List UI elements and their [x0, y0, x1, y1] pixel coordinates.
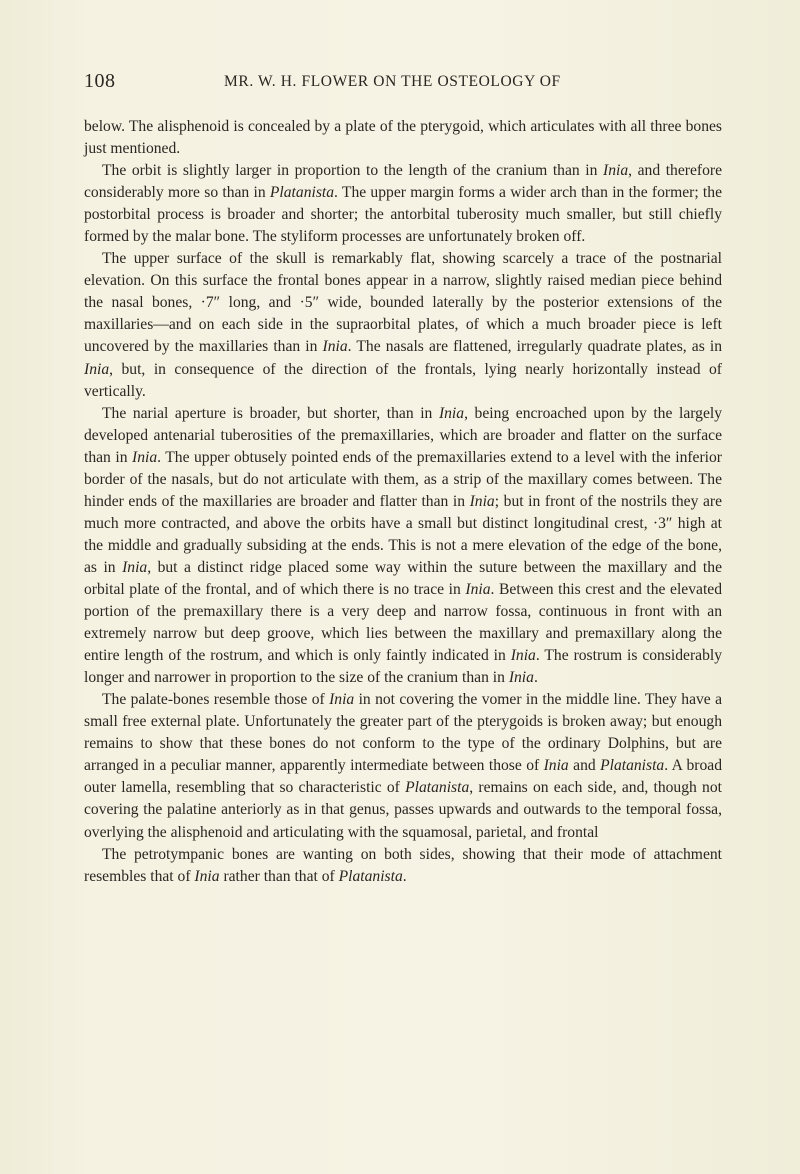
- genus-name: Inia: [84, 360, 110, 378]
- genus-name: Inia: [469, 492, 495, 510]
- paragraph-orbit: [84, 160, 722, 248]
- genus-name: Inia: [438, 404, 465, 422]
- genus-name: Inia: [132, 448, 158, 466]
- paragraph-continued: [84, 116, 722, 160]
- text-run: , remains on each side, and, though not covering the palatine anteriorly as in that genus, passes upwards and outwards to the temporal fossa, overlying the alisphenoid and articulating with the squamosal, parietal, and frontal: [84, 779, 722, 841]
- text-run: .: [533, 669, 538, 687]
- genus-name: Platanista: [405, 779, 470, 797]
- paragraph-text: below. The alisphenoid is concealed by a plate of the pterygoid, which articulates with all three bones just mentioned.: [84, 118, 722, 158]
- paragraph-petrotympanic: [84, 844, 722, 888]
- text-run: . The upper obtusely pointed ends of the premaxillaries extend to a level with the inferior border of the nasals, but do not articulate with them, as a strip of the maxillary comes between. The hinder ends of the maxillaries are broader and flatter than in: [84, 448, 722, 510]
- text-run: rather than that of: [219, 867, 339, 885]
- text-run: The orbit is slightly larger in proportion to the length of the cranium than in: [102, 162, 604, 180]
- genus-name: Platanista: [338, 867, 403, 885]
- text-run: ; but in front of the nostrils they are much more contracted, and above the orbits have a small but distinct longitudinal crest, ·3″ high at the middle and gradually subsiding at the ends. This is not a mere elevation of the edge of the bone, as in: [84, 492, 722, 576]
- text-run: , but, in consequence of the direction of the frontals, lying nearly horizontally instead of vertically.: [84, 360, 722, 400]
- text-run: . Between this crest and the elevated portion of the premaxillary there is a very deep and narrow fossa, continuous in front with an extremely narrow but deep groove, which lies between the maxillary and premaxillary along the entire length of the rostrum, and which is only faintly indicated in: [84, 580, 722, 665]
- text-run: . The nasals are flattened, irregularly quadrate plates, as in: [347, 338, 723, 356]
- text-run: . The rostrum is considerably longer and narrower in proportion to the size of the cranium than in: [84, 647, 722, 687]
- page-number: 108: [84, 70, 116, 92]
- text-run: . The upper margin forms a wider arch than in the former; the postorbital process is broader and shorter; the antorbital tuberosity much smaller, but still chiefly formed by the malar bone. The styliform processes are unfortunately broken off.: [84, 184, 722, 246]
- genus-name: Inia: [510, 647, 536, 665]
- genus-name: Inia: [465, 580, 491, 598]
- text-run: .: [402, 867, 407, 885]
- genus-name: Inia: [603, 162, 629, 180]
- text-run: , but a distinct ridge placed some way within the suture between the maxillary and the orbital plate of the frontal, and of which there is no trace in: [84, 558, 722, 598]
- text-run: . A broad outer lamella, resembling that so characteristic of: [84, 757, 722, 797]
- text-run: , and therefore considerably more so than in: [84, 162, 722, 202]
- running-head: MR. W. H. FLOWER ON THE OSTEOLOGY OF: [224, 73, 561, 90]
- genus-name: Inia: [322, 338, 348, 356]
- text-run: The petrotympanic bones are wanting on both sides, showing that their mode of attachment resembles that of: [84, 845, 722, 885]
- genus-name: Inia: [122, 558, 148, 576]
- genus-name: Inia: [329, 691, 355, 709]
- text-run: and: [568, 757, 601, 775]
- genus-name: Platanista: [600, 757, 665, 775]
- genus-name: Inia: [543, 757, 569, 775]
- paragraph-narial-aperture: [84, 403, 722, 690]
- paragraph-upper-surface: [84, 248, 722, 402]
- text-run: The upper surface of the skull is remarkably flat, showing scarcely a trace of the postnarial elevation. On this surface the frontal bones appear in a narrow, slightly raised median piece behind the nasal bones, ·7″ long, and ·5″ wide, bounded laterally by the posterior extensions of the maxillaries—and on each side in the supraorbital plates, of which a much broader piece is left uncovered by the maxillaries than in: [84, 250, 722, 356]
- body-text: [84, 116, 722, 888]
- text-run: The palate-bones resemble those of: [102, 691, 330, 709]
- genus-name: Platanista: [269, 184, 335, 202]
- genus-name: Inia: [194, 867, 220, 885]
- text-run: in not covering the vomer in the middle line. They have a small free external plate. Unfortunately the greater part of the pterygoids is broken away; but enough remains to show that these bones do not conform to the type of the ordinary Dolphins, but are arranged in a peculiar manner, apparently intermediate between those of: [84, 691, 722, 775]
- text-run: , being encroached upon by the largely developed antenarial tuberosities of the premaxillaries, which are broader and flatter on the surface than in: [84, 404, 722, 466]
- page-header: [84, 70, 724, 98]
- text-run: The narial aperture is broader, but shorter, than in: [102, 404, 439, 422]
- paragraph-palate-bones: [84, 689, 722, 843]
- genus-name: Inia: [508, 669, 534, 687]
